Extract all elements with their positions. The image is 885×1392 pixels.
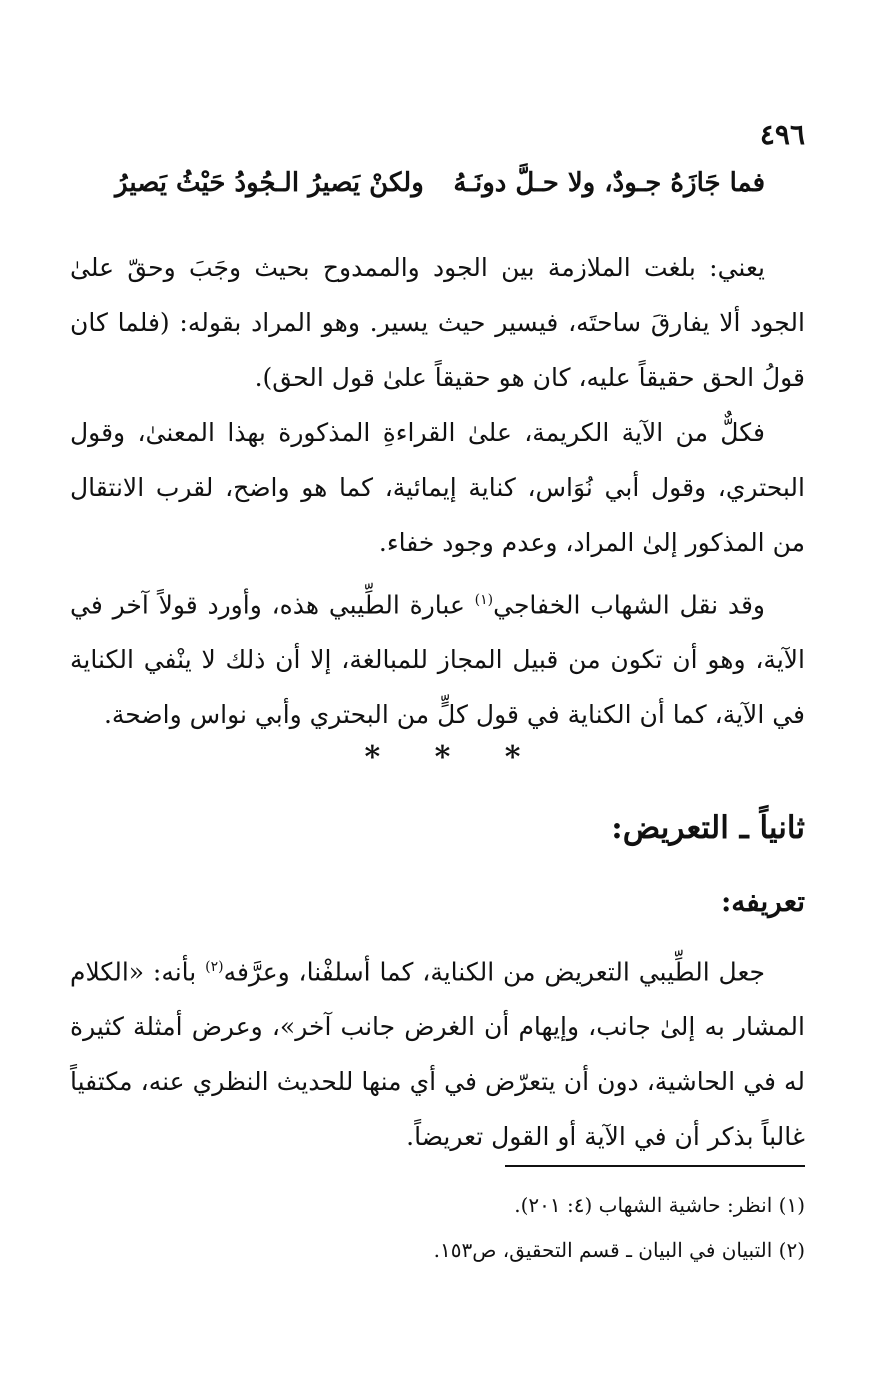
poetry-verse <box>115 168 765 218</box>
para3-lead: وقد نقل الشهاب الخفاجي <box>493 590 765 620</box>
para4-rest: بأنه: «الكلام المشار به إلىٰ جانب، وإيهام أن الغرض جانب آخر»، وعرض أمثلة كثيرة له في الحاشية، دون أن يتعرّض في أي منها للحديث النظري عنه، مكتفياً غالباً بذكر أن في الآية أو القول تعريضاً. <box>70 957 805 1152</box>
separator-star: * <box>504 740 521 775</box>
subsection-heading: تعريفه: <box>720 885 805 918</box>
page-number: ٤٩٦ <box>759 118 805 151</box>
separator-star: * <box>364 740 381 775</box>
section-separator <box>0 740 885 775</box>
paragraph-explanation: يعني: بلغت الملازمة بين الجود والممدوح بحيث وجَبَ وحقّ علىٰ الجود ألا يفارقَ ساحتَه، فيسير حيث يسير. وهو المراد بقوله: (فلما كان قولُ الحق حقيقاً عليه، كان هو حقيقاً علىٰ قول الحق). <box>70 253 805 392</box>
section-heading: ثانياً ـ التعريض: <box>611 810 805 846</box>
paragraph-khafaji <box>70 573 805 742</box>
footnote-ref-1[interactable]: (١) <box>474 592 494 608</box>
separator-star: * <box>434 740 451 775</box>
footnote-2: (٢) التبيان في البيان ـ قسم التحقيق، ص١٥٣. <box>433 1238 805 1262</box>
paragraph-definition <box>70 940 805 1164</box>
footnote-ref-2[interactable]: (٢) <box>205 959 224 975</box>
para3-tail: وهو أن تكون من قبيل المجاز للمبالغة، إلا أن ذلك لا ينْفي الكناية في الآية، كما أن الكناية في قول كلٍّ من البحتري وأبي نواس واضحة. <box>70 645 805 730</box>
para4-lead: جعل الطِّيبي التعريض من الكناية، كما أسلفْنا، وعرَّفه <box>223 957 765 987</box>
paragraph-kinaya: فكلٌّ من الآية الكريمة، علىٰ القراءةِ المذكورة بهذا المعنىٰ، وقول البحتري، وقول أبي نُوَاس، كناية إيمائية، كما هو واضح، لقرب الانتقال من المذكور إلىٰ المراد، وعدم وجود خفاء. <box>70 418 805 557</box>
verse-second-hemistich: ولكنْ يَصيرُ الـجُودُ حَيْثُ يَصيرُ <box>115 168 424 198</box>
verse-first-hemistich: فما جَازَهُ جـودٌ، ولا حـلَّ دونَـهُ <box>453 168 765 198</box>
footnote-1: (١) انظر: حاشية الشهاب (٤: ٢٠١). <box>514 1193 805 1217</box>
footnote-divider <box>505 1165 805 1167</box>
para3-rest: عبارة الطِّيبي هذه، وأورد قولاً آخر في الآية، <box>70 590 805 675</box>
